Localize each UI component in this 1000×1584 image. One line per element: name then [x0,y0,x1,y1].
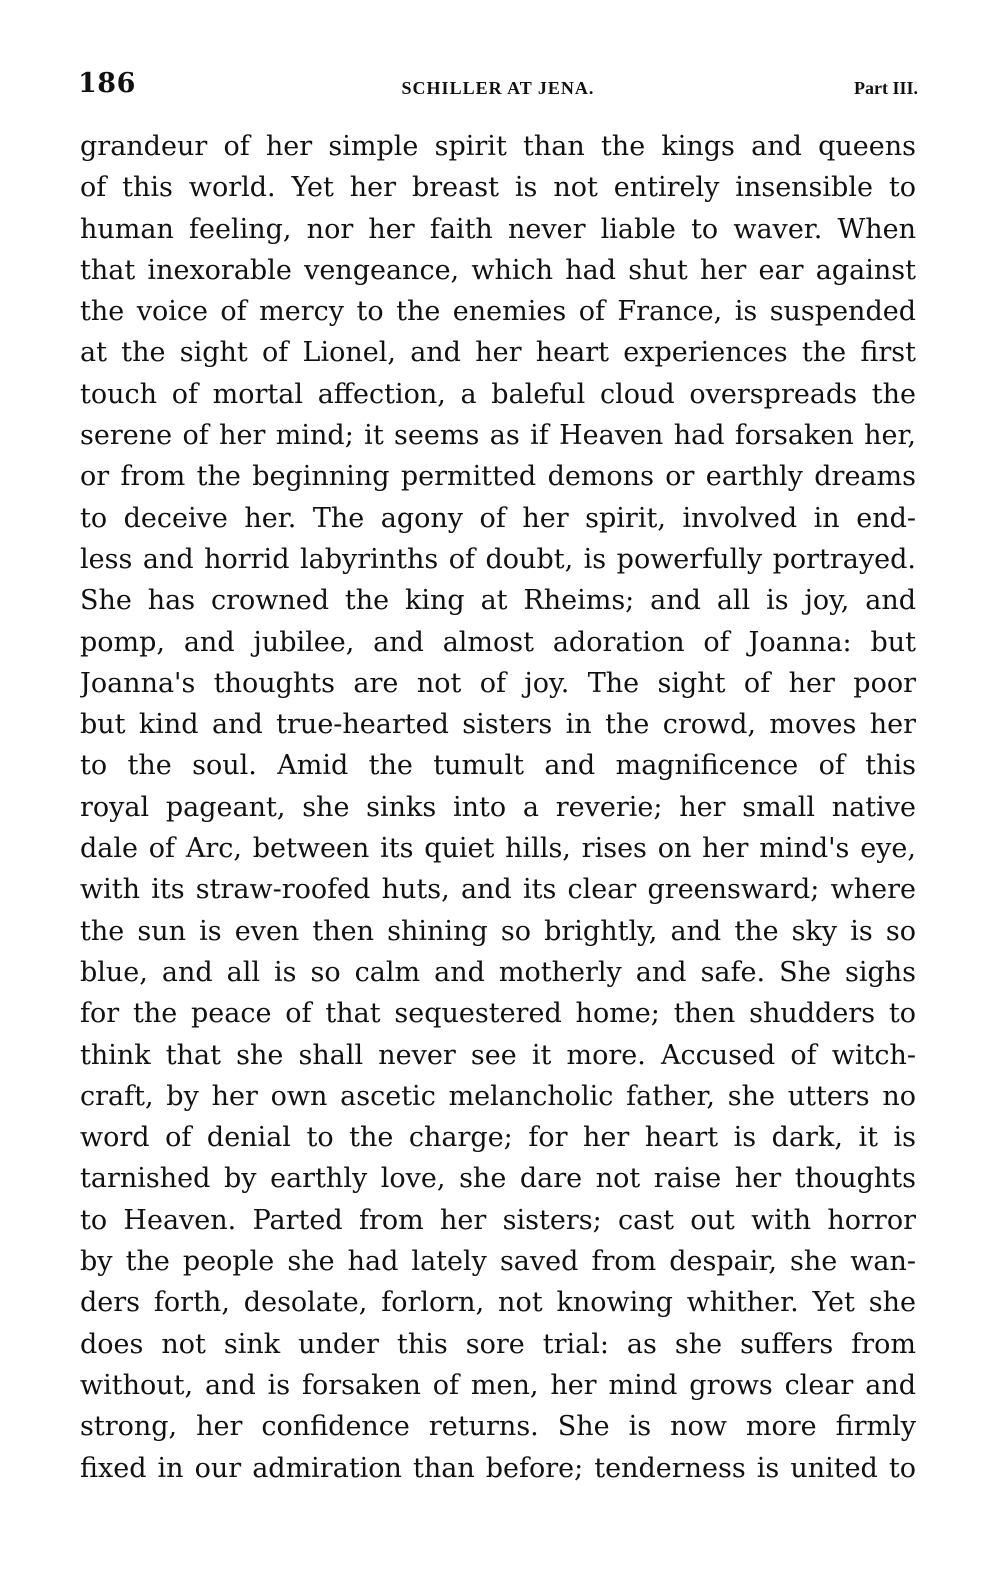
text-line: pomp, and jubilee, and almost adoration of Joanna: but [80,626,916,658]
text-line: tarnished by earthly love, she dare not raise her thoughts [80,1163,916,1195]
running-title: SCHILLER AT JENA. [401,78,595,98]
text-line: touch of mortal affection, a baleful cloud overspreads the [80,378,916,410]
text-line: but kind and true-hearted sisters in the crowd, moves her [80,709,916,741]
text-line: word of denial to the charge; for her heart is dark, it is [80,1122,916,1154]
text-line: without, and is forsaken of men, her mind grows clear and [80,1369,916,1401]
text-line: or from the beginning permitted demons or earthly dreams [80,461,916,493]
text-line: to deceive her. The agony of her spirit, involved in end- [80,502,916,534]
text-line: think that she shall never see it more. Accused of witch- [80,1039,916,1071]
text-line: craft, by her own ascetic melancholic father, she utters no [80,1080,916,1112]
text-line: by the people she had lately saved from despair, she wan- [80,1246,916,1278]
text-line: of this world. Yet her breast is not entirely insensible to [80,172,916,204]
text-line: Joanna's thoughts are not of joy. The sight of her poor [80,667,916,699]
text-line: to the soul. Amid the tumult and magnificence of this [80,750,916,782]
text-line: blue, and all is so calm and motherly and safe. She sighs [80,956,916,988]
text-line: ders forth, desolate, forlorn, not knowing whither. Yet she [80,1287,916,1319]
text-line: dale of Arc, between its quiet hills, rises on her mind's eye, [80,833,916,865]
text-line: with its straw-roofed huts, and its clear greensward; where [80,874,916,906]
text-line: the voice of mercy to the enemies of France, is suspended [80,296,916,328]
text-line: fixed in our admiration than before; tenderness is united to [80,1452,916,1484]
text-line: does not sink under this sore trial: as she suffers from [80,1328,916,1360]
text-line: human feeling, nor her faith never liable to waver. When [80,213,916,245]
text-line: She has crowned the king at Rheims; and all is joy, and [80,585,916,617]
text-line: that inexorable vengeance, which had shut her ear against [80,254,916,286]
text-line: less and horrid labyrinths of doubt, is powerfully portrayed. [80,543,916,575]
text-line: royal pageant, she sinks into a reverie; her small native [80,791,916,823]
text-line: at the sight of Lionel, and her heart experiences the first [80,337,916,369]
text-line: strong, her confidence returns. She is now more firmly [80,1411,916,1443]
page-number: 186 [78,68,136,99]
page-header [78,68,918,112]
body-text [80,126,916,1489]
text-line: the sun is even then shining so brightly, and the sky is so [80,915,916,947]
text-line: grandeur of her simple spirit than the kings and queens [80,131,916,162]
text-line: to Heaven. Parted from her sisters; cast out with horror [80,1204,916,1236]
part-label: Part III. [854,78,918,98]
text-line: for the peace of that sequestered home; then shudders to [80,998,916,1030]
text-line: serene of her mind; it seems as if Heaven had forsaken her, [80,420,916,452]
